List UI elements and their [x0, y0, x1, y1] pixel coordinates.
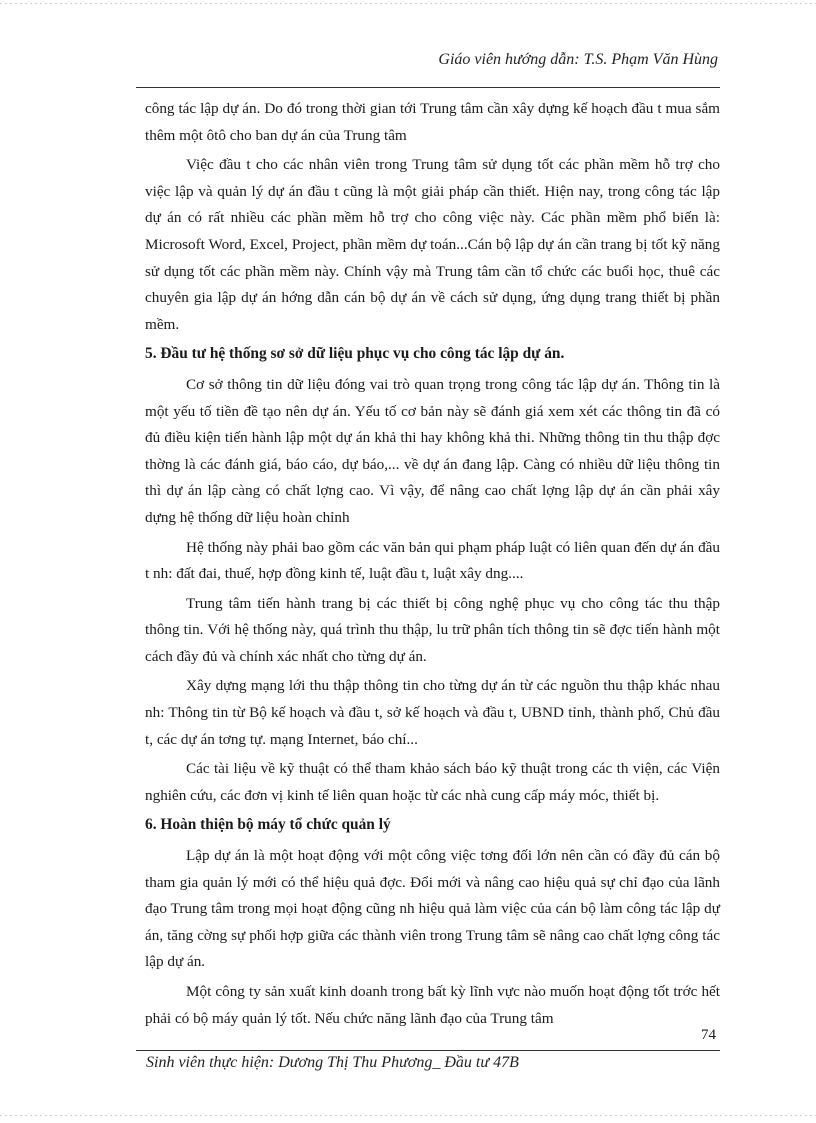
section-6-heading: 6. Hoàn thiện bộ máy tổ chức quản lý — [145, 816, 391, 834]
paragraph-2: Việc đầu t cho các nhân viên trong Trung tâm sử dụng tốt các phần mềm hỗ trợ cho việc lập và quản lý dự án đầu t cũng là một giải pháp cần thiết. Hiện nay, trong công tác lập dự án có rất nhiều các phần mềm hỗ trợ cho công việc này. Các phần mềm phổ biến là: Microsoft Word, Excel, Project, phần mềm dự toán...Cán bộ lập dự án cần trang bị tốt kỹ năng sử dụng tốt các phần mềm này. Chính vậy mà Trung tâm cần tổ chức các buổi học, thuê các chuyên gia lập dự án hớng dẫn cán bộ dự án về cách sử dụng, ứng dụng trang thiết bị phần mềm. — [145, 156, 720, 333]
section-5-paragraph-1: Cơ sở thông tin dữ liệu đóng vai trò quan trọng trong công tác lập dự án. Thông tin là một yếu tố tiền đề tạo nên dự án. Yếu tố cơ bản này sẽ đánh giá xem xét các thông tin đã có đủ điều kiện tiến hành lập một dự án khả thi hay không khả thi. Những thông tin thu thập đợc thờng là các đánh giá, báo cáo, dự báo,... về dự án đang lập. Càng có nhiều dữ liệu thông tin thì dự án lập càng có chất lợng cao. Vì vậy, để nâng cao chất lợng lập dự án cần phải xây dựng hệ thống dữ liệu hoàn chỉnh — [145, 375, 720, 526]
header-divider — [136, 87, 720, 88]
section-5-heading: 5. Đầu tư hệ thống sơ sở dữ liệu phục vụ cho công tác lập dự án. — [145, 345, 565, 363]
bottom-scan-edge — [0, 1115, 816, 1116]
page-number: 74 — [701, 1027, 716, 1043]
paragraph-1: công tác lập dự án. Do đó trong thời gian tới Trung tâm cần xây dựng kế hoạch đầu t mua sắm thêm một ôtô cho ban dự án của Trung tâm — [145, 100, 720, 144]
section-5-paragraph-3: Trung tâm tiến hành trang bị các thiết bị công nghệ phục vụ cho công tác thu thập thông tin. Với hệ thống này, quá trình thu thập, lu trữ phân tích thông tin sẽ đợc tiến hành một cách đầy đủ và chính xác nhất cho từng dự án. — [145, 594, 720, 665]
page-footer: Sinh viên thực hiện: Dương Thị Thu Phương_ Đầu tư 47B — [146, 1054, 519, 1071]
footer-divider — [136, 1050, 720, 1051]
section-5-paragraph-4: Xây dựng mạng lới thu thập thông tin cho từng dự án từ các nguồn thu thập khác nhau nh: Thông tin từ Bộ kế hoạch và đầu t, sở kế hoạch và đầu t, UBND tỉnh, thành phố, Chủ đầu t, các dự án tơng tự. mạng Internet, báo chí... — [145, 677, 720, 748]
section-6-paragraph-1: Lập dự án là một hoạt động với một công việc tơng đối lớn nên cần có đầy đủ cán bộ tham gia quản lý mới có thể hiệu quả đợc. Đổi mới và nâng cao hiệu quả sự chỉ đạo của lãnh đạo Trung tâm trong mọi hoạt động cũng nh hiệu quả làm việc của cán bộ làm công tác lập dự án, tăng cờng sự phối hợp giữa các thành viên trong Trung tâm sẽ nâng cao chất lợng công tác lập dự án. — [145, 847, 720, 971]
section-5-paragraph-5: Các tài liệu về kỹ thuật có thể tham khảo sách báo kỹ thuật trong các th viện, các Viện nghiên cứu, các đơn vị kinh tế liên quan hoặc từ các nhà cung cấp máy móc, thiết bị. — [145, 760, 720, 804]
page-header: Giáo viên hướng dẫn: T.S. Phạm Văn Hùng — [438, 51, 718, 68]
section-6-paragraph-2: Một công ty sản xuất kinh doanh trong bất kỳ lĩnh vực nào muốn hoạt động tốt trớc hết phải có bộ máy quản lý tốt. Nếu chức năng lãnh đạo của Trung tâm — [145, 983, 720, 1027]
top-scan-edge — [0, 3, 816, 4]
document-body — [145, 96, 720, 1035]
section-5-paragraph-2: Hệ thống này phải bao gồm các văn bản qui phạm pháp luật có liên quan đến dự án đầu t nh: đất đai, thuế, hợp đồng kinh tế, luật đầu t, luật xây dng.... — [145, 538, 720, 583]
